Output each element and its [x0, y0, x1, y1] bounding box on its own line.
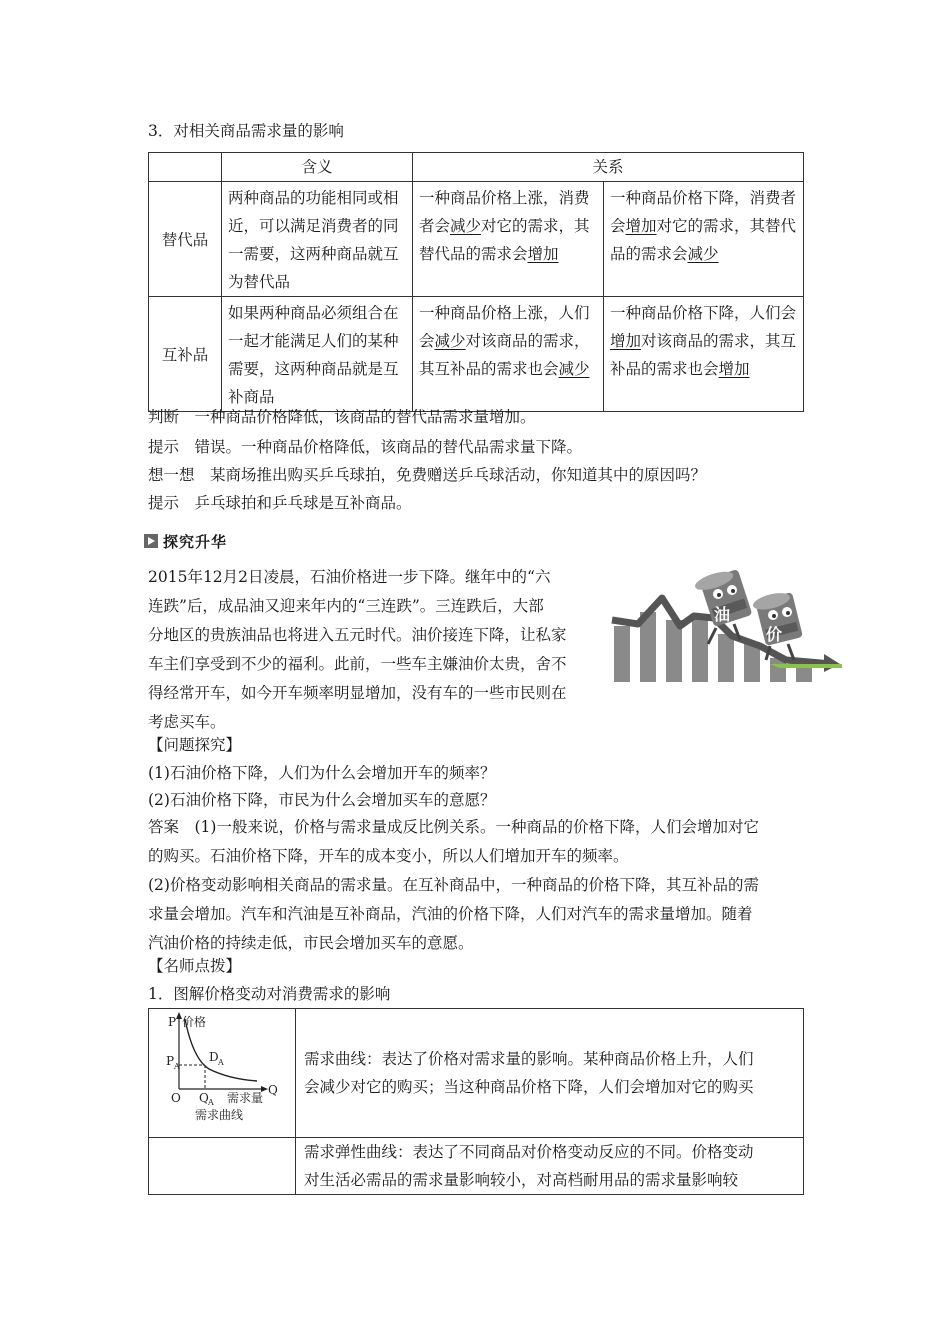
answer-line: 求量会增加。汽车和汽油是互补商品，汽油的价格下降，人们对汽车的需求量增加。随着 [148, 905, 753, 923]
table-row [149, 297, 804, 412]
demand-curve-description [296, 1009, 804, 1138]
svg-text:P: P [168, 1015, 177, 1029]
svg-text:P: P [166, 1054, 175, 1068]
story-line: 车主们享受到不少的福利。此前，一些车主嫌油价太贵，舍不 [148, 655, 567, 673]
svg-text:Q: Q [199, 1091, 209, 1105]
svg-text:油: 油 [714, 605, 731, 624]
story-line: 连跌”后，成品油又迎来年内的“三连跌”。三连跌后，大部 [148, 597, 544, 615]
substitute-price-rise: 一种商品价格上涨，消费者会减少对它的需求，其替代品的需求会增加 [413, 182, 604, 297]
answer-line: 答案 (1)一般来说，价格与需求量成反比例关系。一种商品的价格下降，人们会增加对它 [148, 818, 759, 836]
hint-text-1: 提示 错误。一种商品价格降低，该商品的替代品需求量下降。 [148, 438, 583, 456]
table-row [149, 1009, 804, 1138]
svg-text:价: 价 [766, 625, 783, 644]
story-line: 得经常开车，如今开车频率明显增加，没有车的一些市民则在 [148, 684, 567, 702]
section1-heading: 1．图解价格变动对消费需求的影响 [148, 985, 391, 1003]
svg-text:A: A [208, 1098, 214, 1107]
svg-text:需求曲线: 需求曲线 [195, 1108, 244, 1122]
complement-price-rise: 一种商品价格上涨，人们会减少对该商品的需求，其互补品的需求也会减少 [413, 297, 604, 412]
answer-line: 汽油价格的持续走低，市民会增加买车的意愿。 [148, 934, 474, 952]
header-meaning: 含义 [222, 153, 413, 182]
question-1: (1)石油价格下降，人们为什么会增加开车的频率？ [148, 764, 496, 782]
explore-title: 探究升华 [163, 532, 228, 551]
price-change-table [148, 1008, 804, 1195]
section3-heading: 3．对相关商品需求量的影响 [148, 122, 344, 140]
row-name-complement: 互补品 [149, 297, 222, 412]
answer-line: (2)价格变动影响相关商品的需求量。在互补商品中，一种商品的价格下降，其互补品的需 [148, 876, 759, 894]
complement-price-fall: 一种商品价格下降，人们会增加对该商品的需求，其互补品的需求也会增加 [604, 297, 804, 412]
question-2: (2)石油价格下降，市民为什么会增加买车的意愿？ [148, 791, 496, 809]
related-goods-table [148, 152, 804, 412]
teacher-heading: 【名师点拨】 [148, 957, 242, 975]
elasticity-description [296, 1138, 804, 1195]
question-heading: 【问题探究】 [148, 736, 242, 754]
table-row [149, 182, 804, 297]
svg-text:O: O [171, 1091, 181, 1105]
answer-paragraph [148, 813, 798, 958]
answer-line: 的购买。石油价格下降，开车的成本变小，所以人们增加开车的频率。 [148, 847, 629, 865]
row-name-substitute: 替代品 [149, 182, 222, 297]
description-line: 对生活必需品的需求量影响较小，对高档耐用品的需求量影响较 [304, 1171, 739, 1189]
svg-text:Q: Q [268, 1083, 278, 1097]
play-triangle-icon [144, 534, 158, 548]
svg-text:需求量: 需求量 [227, 1091, 264, 1105]
elasticity-graph-cell [149, 1138, 296, 1195]
complement-meaning: 如果两种商品必须组合在一起才能满足人们的某种需要，这两种商品就是互补商品 [222, 297, 413, 412]
substitute-meaning: 两种商品的功能相同或相近，可以满足消费者的同一需要，这两种商品就互为替代品 [222, 182, 413, 297]
judge-text: 判断 一种商品价格降低，该商品的替代品需求量增加。 [148, 408, 536, 426]
table-corner [149, 153, 222, 182]
story-line: 2015年12月2日凌晨，石油价格进一步下降。继年中的“六 [148, 568, 551, 586]
substitute-price-fall: 一种商品价格下降，消费者会增加对它的需求，其替代品的需求会减少 [604, 182, 804, 297]
svg-text:A: A [174, 1062, 180, 1071]
description-line: 需求弹性曲线：表达了不同商品对价格变动反应的不同。价格变动 [304, 1143, 754, 1161]
header-relation: 关系 [413, 153, 804, 182]
story-line: 分地区的贵族油品也将进入五元时代。油价接连下降，让私家 [148, 626, 567, 644]
demand-curve-graph-cell [149, 1009, 296, 1138]
svg-text:价格: 价格 [182, 1015, 207, 1029]
table-row [149, 1138, 804, 1195]
oil-price-illustration [610, 560, 842, 685]
description-line: 会减少对它的购买；当这种商品价格下降，人们会增加对它的购买 [304, 1078, 754, 1096]
story-line: 考虑买车。 [148, 713, 226, 731]
explore-section-heading [144, 532, 227, 550]
think-text: 想一想 某商场推出购买乒乓球拍，免费赠送乒乓球活动，你知道其中的原因吗？ [148, 466, 707, 484]
demand-curve-graph [149, 1009, 295, 1133]
description-line: 需求曲线：表达了价格对需求量的影响。某种商品价格上升，人们 [304, 1050, 754, 1068]
hint-text-2: 提示 乒乓球拍和乒乓球是互补商品。 [148, 494, 412, 512]
svg-text:A: A [218, 1058, 224, 1067]
svg-text:D: D [209, 1050, 219, 1064]
